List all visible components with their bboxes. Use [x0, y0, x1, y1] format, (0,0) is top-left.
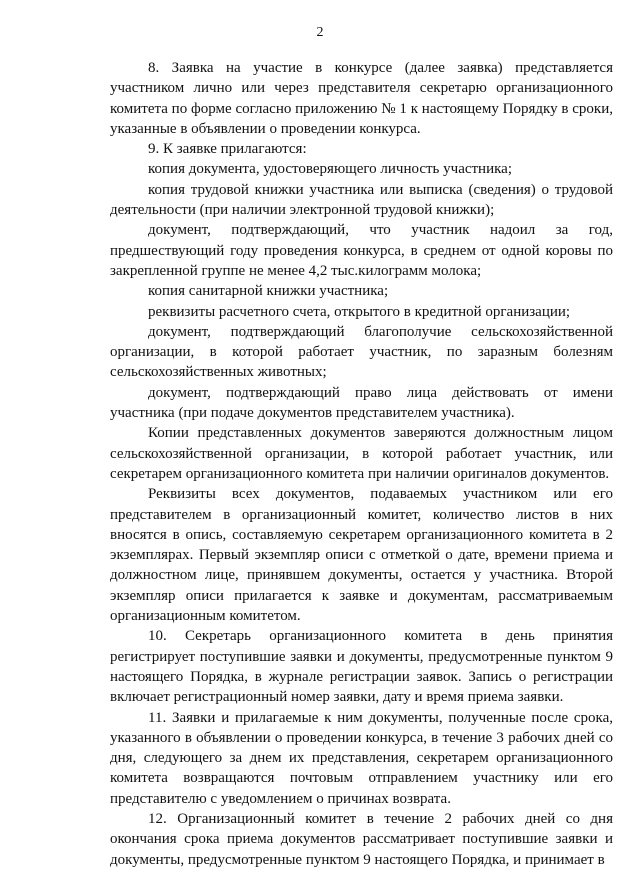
list-item-workbook-copy: копия трудовой книжки участника или выписка (сведения) о трудовой деятельности (при наличии электронной трудовой книжки); — [110, 181, 613, 219]
list-item-power-of-attorney: документ, подтверждающий право лица действовать от имени участника (при подаче документов представителем участника). — [110, 384, 613, 422]
paragraph-8: 8. Заявка на участие в конкурсе (далее заявка) представляется участником лично или через представителя секретарю организационного комитета по форме согласно приложению № 1 к настоящему Порядку в сроки, указанные в объявлении о проведении конкурса. — [110, 60, 613, 137]
paragraph-copies-certification: Копии представленных документов заверяются должностным лицом сельскохозяйственной организации, в которой работает участник, или секретарем организационного комитета при наличии оригиналов документов. — [110, 425, 613, 482]
paragraph-10: 10. Секретарь организационного комитета в день принятия регистрирует поступившие заявки и документы, предусмотренные пунктом 9 настоящего Порядка, в журнале регистрации заявок. Запись о регистрации включает регистрационный номер заявки, дату и время приема заявки. — [110, 628, 613, 706]
paragraph-9-intro: 9. К заявке прилагаются: — [148, 141, 307, 158]
list-item-disease-free-document: документ, подтверждающий благополучие сельскохозяйственной организации, в которой работает участник, по заразным болезням сельскохозяйственных животных; — [110, 323, 613, 381]
paragraph-document-inventory: Реквизиты всех документов, подаваемых участником или его представителем в организационный комитет, количество листов в них вносятся в опись, составляемую секретарем организационного комитета в 2 экземплярах. Первый экземпляр описи с отметкой о дате, времени приема и должностном лице, принявшем документы, остается у участника. Второй экземпляр описи прилагается к заявке и документам, рассматриваемым организационным комитетом. — [110, 486, 613, 625]
list-item-id-copy: копия документа, удостоверяющего личность участника; — [148, 161, 512, 178]
document-body — [110, 58, 613, 870]
list-item-bank-details: реквизиты расчетного счета, открытого в кредитной организации; — [148, 303, 571, 320]
list-item-milk-yield-document: документ, подтверждающий, что участник надоил за год, предшествующий году проведения конкурса, в среднем от одной коровы по закрепленной группе не менее 4,2 тыс.килограмм молока; — [110, 222, 613, 279]
list-item-sanitary-book-copy: копия санитарной книжки участника; — [148, 283, 389, 300]
page-number: 2 — [316, 25, 324, 40]
paragraph-11: 11. Заявки и прилагаемые к ним документы, полученные после срока, указанного в объявлении о проведении конкурса, в течение 3 рабочих дней со дня, следующего за днем их представления, секретарем организационного комитета возвращаются почтовым отправлением участнику или его представителю с уведомлением о причинах возврата. — [110, 709, 613, 807]
paragraph-12: 12. Организационный комитет в течение 2 рабочих дней со дня окончания срока приема документов рассматривает поступившие заявки и документы, предусмотренные пунктом 9 настоящего Порядка, и принимает в — [110, 810, 613, 868]
